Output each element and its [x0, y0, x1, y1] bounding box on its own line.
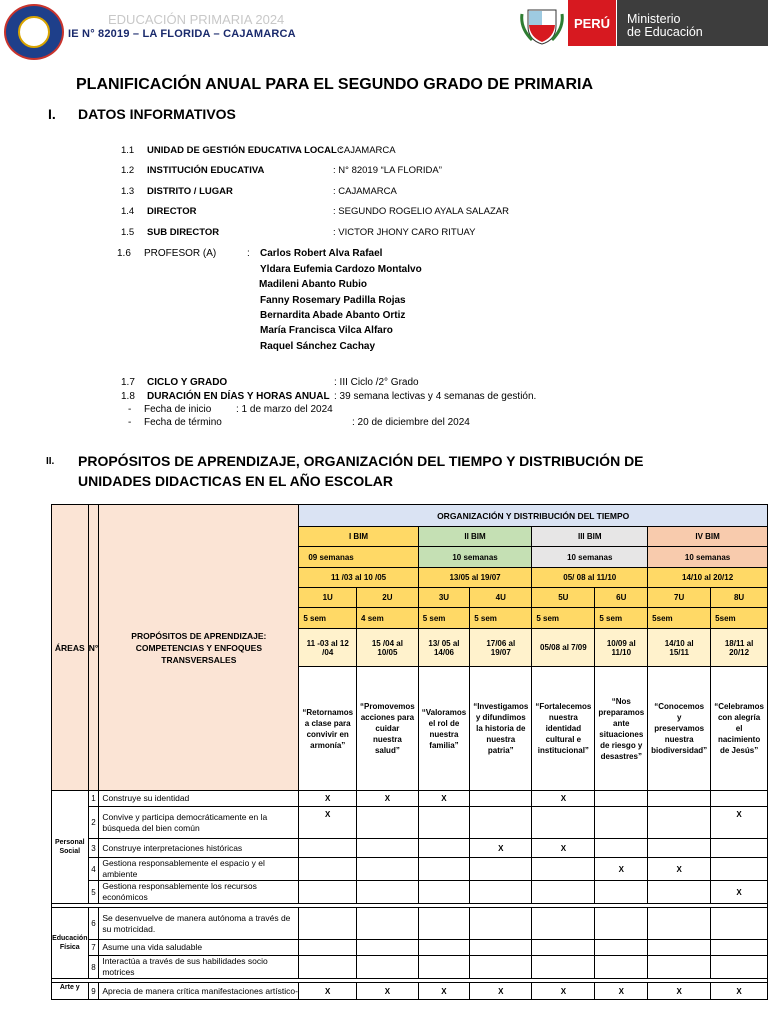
bimester-weeks: 10 semanas: [418, 547, 532, 568]
item-value: : SEGUNDO ROGELIO AYALA SALAZAR: [333, 206, 509, 217]
teacher-name: Madileni Abanto Rubio: [259, 279, 367, 290]
mark-cell: X: [532, 791, 595, 807]
mark-cell: [357, 839, 419, 858]
unit-weeks: 5 sem: [595, 608, 648, 629]
area-name: Personal Social: [52, 791, 89, 904]
mark-cell: [470, 858, 532, 881]
unit-weeks: 4 sem: [357, 608, 419, 629]
mark-cell: [299, 839, 357, 858]
unit-code: 2U: [357, 588, 419, 608]
row-number: 7: [88, 940, 99, 956]
unit-dates: 14/10 al 15/11: [648, 629, 711, 667]
item-value: CAJAMARCA: [337, 145, 396, 156]
item-label: INSTITUCIÓN EDUCATIVA: [147, 165, 265, 176]
item-num: 1.4: [121, 206, 135, 217]
row-number: 2: [88, 807, 99, 839]
mark-cell: [357, 881, 419, 904]
mark-cell: [711, 839, 768, 858]
mark-cell: X: [418, 983, 469, 1000]
unit-code: 5U: [532, 588, 595, 608]
unit-dates: 11 -03 al 12 /04: [299, 629, 357, 667]
row-number: 6: [88, 908, 99, 940]
mark-cell: X: [532, 839, 595, 858]
item-label: UNIDAD DE GESTIÓN EDUCATIVA LOCAL :: [147, 145, 343, 156]
unit-dates: 10/09 al 11/10: [595, 629, 648, 667]
end-label: Fecha de término: [144, 417, 222, 428]
unit-dates: 13/ 05 al 14/06: [418, 629, 469, 667]
ministry-label: Ministerio de Educación: [617, 0, 768, 46]
mark-cell: X: [299, 807, 357, 839]
col-purposes-header: PROPÓSITOS DE APRENDIZAJE: COMPETENCIAS Y ENFOQUES TRANSVERSALES: [99, 505, 299, 791]
mark-cell: [532, 908, 595, 940]
competency-text: Gestiona responsablemente los recursos económicos: [99, 881, 299, 904]
mark-cell: [357, 956, 419, 979]
mark-cell: [532, 858, 595, 881]
mark-cell: [418, 908, 469, 940]
teachers-label: PROFESOR (A): [144, 248, 217, 259]
school-seal-icon: [4, 4, 64, 60]
item-num: 1.5: [121, 227, 135, 238]
mark-cell: X: [595, 858, 648, 881]
unit-title: “Promovemos acciones para cuidar nuestra salud”: [357, 667, 419, 791]
item-value: : VICTOR JHONY CARO RITUAY: [333, 227, 476, 238]
mark-cell: [595, 956, 648, 979]
mark-cell: [418, 940, 469, 956]
mark-cell: [470, 791, 532, 807]
bimester-range: 14/10 al 20/12: [648, 568, 768, 588]
table-row: [52, 983, 768, 1000]
item-value: : CAJAMARCA: [333, 186, 397, 197]
org-header: ORGANIZACIÓN Y DISTRIBUCIÓN DEL TIEMPO: [299, 505, 768, 527]
mark-cell: [711, 956, 768, 979]
bullet-dash: -: [128, 417, 132, 428]
planning-table: [51, 504, 768, 1000]
mark-cell: [532, 940, 595, 956]
mark-cell: [418, 839, 469, 858]
mark-cell: [418, 956, 469, 979]
competency-text: Se desenvuelve de manera autónoma a través de su motricidad.: [99, 908, 299, 940]
unit-code: 6U: [595, 588, 648, 608]
unit-weeks: 5 sem: [532, 608, 595, 629]
school-name: IE N° 82019 – LA FLORIDA – CAJAMARCA: [68, 28, 296, 40]
unit-code: 1U: [299, 588, 357, 608]
competency-text: Interactúa a través de sus habilidades socio motrices: [99, 956, 299, 979]
unit-title: “Fortalecemos nuestra identidad cultural e institucional”: [532, 667, 595, 791]
start-label: Fecha de inicio: [144, 404, 212, 415]
mark-cell: X: [648, 858, 711, 881]
item-label: DISTRITO / LUGAR: [147, 186, 233, 197]
mark-cell: [532, 956, 595, 979]
mark-cell: [648, 807, 711, 839]
item-value: : N° 82019 “LA FLORIDA”: [333, 165, 442, 176]
competency-text: Gestiona responsablemente el espacio y el ambiente: [99, 858, 299, 881]
mark-cell: [595, 908, 648, 940]
mark-cell: X: [711, 881, 768, 904]
table-row: [52, 940, 768, 956]
mark-cell: [648, 839, 711, 858]
mark-cell: [299, 881, 357, 904]
teachers-colon: :: [247, 248, 250, 259]
mark-cell: X: [470, 839, 532, 858]
teachers-num: 1.6: [117, 248, 131, 259]
mark-cell: X: [648, 983, 711, 1000]
bimester-range: 05/ 08 al 11/10: [532, 568, 648, 588]
section2-number: II.: [46, 456, 55, 467]
duration-label: DURACIÓN EN DÍAS Y HORAS ANUAL: [147, 391, 330, 402]
mark-cell: X: [711, 983, 768, 1000]
unit-title: “Retornamos a clase para convivir en armonía”: [299, 667, 357, 791]
unit-code: 8U: [711, 588, 768, 608]
item-num: 1.2: [121, 165, 135, 176]
mark-cell: [532, 881, 595, 904]
unit-code: 4U: [470, 588, 532, 608]
mark-cell: [299, 858, 357, 881]
teacher-name: Raquel Sánchez Cachay: [260, 341, 376, 352]
mark-cell: [357, 908, 419, 940]
table-row: [52, 858, 768, 881]
mark-cell: [711, 791, 768, 807]
unit-dates: 18/11 al 20/12: [711, 629, 768, 667]
mark-cell: [711, 908, 768, 940]
cycle-num: 1.7: [121, 377, 135, 388]
unit-title: “Valoramos el rol de nuestra familia”: [418, 667, 469, 791]
cycle-value: : III Ciclo /2° Grado: [334, 377, 419, 388]
school-subtitle: EDUCACIÓN PRIMARIA 2024: [108, 12, 285, 27]
mark-cell: X: [595, 983, 648, 1000]
mark-cell: [357, 940, 419, 956]
table-row: [52, 791, 768, 807]
section2-title: PROPÓSITOS DE APRENDIZAJE, ORGANIZACIÓN DEL TIEMPO Y DISTRIBUCIÓN DE UNIDADES DIDACTICAS EN EL AÑO ESCOLAR: [78, 453, 644, 489]
unit-title: “Conocemos y preservamos nuestra biodiversidad”: [648, 667, 711, 791]
unit-weeks: 5sem: [711, 608, 768, 629]
duration-num: 1.8: [121, 391, 135, 402]
teacher-name: Fanny Rosemary Padilla Rojas: [260, 295, 406, 306]
unit-weeks: 5 sem: [418, 608, 469, 629]
cycle-label: CICLO Y GRADO: [147, 377, 228, 388]
mark-cell: [470, 956, 532, 979]
col-areas-header: ÁREAS: [52, 505, 89, 791]
item-label: SUB DIRECTOR: [147, 227, 220, 238]
bimester-name: II BIM: [418, 527, 532, 547]
peru-label: PERÚ: [568, 0, 616, 46]
col-num-header: N°: [88, 505, 99, 791]
section1-title: DATOS INFORMATIVOS: [78, 106, 236, 122]
item-label: DIRECTOR: [147, 206, 197, 217]
row-number: 3: [88, 839, 99, 858]
table-row: [52, 908, 768, 940]
unit-weeks: 5 sem: [470, 608, 532, 629]
mark-cell: [299, 908, 357, 940]
end-value: : 20 de diciembre del 2024: [352, 417, 470, 428]
area-name: Educación Física: [52, 908, 89, 979]
mark-cell: [357, 807, 419, 839]
mark-cell: [418, 858, 469, 881]
row-number: 9: [88, 983, 99, 1000]
mark-cell: [648, 791, 711, 807]
area-name: Arte y: [52, 983, 89, 1000]
unit-title: “Celebramos con alegría el nacimiento de Jesús”: [711, 667, 768, 791]
item-num: 1.1: [121, 145, 135, 156]
mark-cell: X: [532, 983, 595, 1000]
mark-cell: [470, 908, 532, 940]
mark-cell: [418, 881, 469, 904]
unit-dates: 05/08 al 7/09: [532, 629, 595, 667]
mark-cell: [595, 807, 648, 839]
mark-cell: [648, 940, 711, 956]
mark-cell: [470, 807, 532, 839]
unit-code: 3U: [418, 588, 469, 608]
bullet-dash: -: [128, 404, 132, 415]
mark-cell: [532, 807, 595, 839]
unit-title: “Investigamos y difundimos la historia de nuestra patria”: [470, 667, 532, 791]
item-num: 1.3: [121, 186, 135, 197]
mark-cell: [595, 839, 648, 858]
row-number: 5: [88, 881, 99, 904]
table-row: [52, 807, 768, 839]
table-row: [52, 839, 768, 858]
mark-cell: [711, 940, 768, 956]
row-number: 8: [88, 956, 99, 979]
mark-cell: [595, 881, 648, 904]
bimester-range: 13/05 al 19/07: [418, 568, 532, 588]
mark-cell: [648, 881, 711, 904]
bimester-name: III BIM: [532, 527, 648, 547]
unit-weeks: 5sem: [648, 608, 711, 629]
mark-cell: [595, 791, 648, 807]
bimester-weeks: 09 semanas: [299, 547, 418, 568]
competency-text: Construye interpretaciones históricas: [99, 839, 299, 858]
mark-cell: [418, 807, 469, 839]
unit-weeks: 5 sem: [299, 608, 357, 629]
unit-dates: 15 /04 al 10/05: [357, 629, 419, 667]
mark-cell: [595, 940, 648, 956]
duration-value: : 39 semana lectivas y 4 semanas de gestión.: [334, 391, 537, 402]
unit-title: “Nos preparamos ante situaciones de riesgo y desastres”: [595, 667, 648, 791]
unit-dates: 17/06 al 19/07: [470, 629, 532, 667]
mark-cell: X: [299, 791, 357, 807]
mark-cell: [299, 940, 357, 956]
bimester-weeks: 10 semanas: [532, 547, 648, 568]
mark-cell: X: [711, 807, 768, 839]
mark-cell: X: [470, 983, 532, 1000]
section1-number: I.: [48, 106, 56, 122]
page-title: PLANIFICACIÓN ANUAL PARA EL SEGUNDO GRADO DE PRIMARIA: [76, 76, 594, 93]
bimester-weeks: 10 semanas: [648, 547, 768, 568]
mark-cell: [711, 858, 768, 881]
table-row: [52, 881, 768, 904]
start-value: : 1 de marzo del 2024: [236, 404, 333, 415]
mark-cell: X: [418, 791, 469, 807]
mark-cell: [470, 881, 532, 904]
row-number: 1: [88, 791, 99, 807]
competency-text: Convive y participa democráticamente en la búsqueda del bien común: [99, 807, 299, 839]
teacher-name: María Francisca Vilca Alfaro: [260, 325, 393, 336]
mark-cell: [648, 956, 711, 979]
teacher-name: Carlos Robert Alva Rafael: [260, 248, 383, 259]
teacher-name: Yldara Eufemia Cardozo Montalvo: [260, 264, 422, 275]
mark-cell: X: [299, 983, 357, 1000]
bimester-range: 11 /03 al 10 /05: [299, 568, 418, 588]
bimester-name: IV BIM: [648, 527, 768, 547]
bimester-name: I BIM: [299, 527, 418, 547]
mark-cell: X: [357, 983, 419, 1000]
competency-text: Asume una vida saludable: [99, 940, 299, 956]
teacher-name: Bernardita Abade Abanto Ortiz: [260, 310, 406, 321]
mark-cell: [648, 908, 711, 940]
row-number: 4: [88, 858, 99, 881]
mark-cell: [357, 858, 419, 881]
mark-cell: [299, 956, 357, 979]
mark-cell: [470, 940, 532, 956]
unit-code: 7U: [648, 588, 711, 608]
competency-text: Aprecia de manera crítica manifestaciones artístico-: [99, 983, 299, 1000]
mark-cell: X: [357, 791, 419, 807]
competency-text: Construye su identidad: [99, 791, 299, 807]
table-row: [52, 956, 768, 979]
peru-coat-of-arms-icon: [520, 4, 564, 46]
